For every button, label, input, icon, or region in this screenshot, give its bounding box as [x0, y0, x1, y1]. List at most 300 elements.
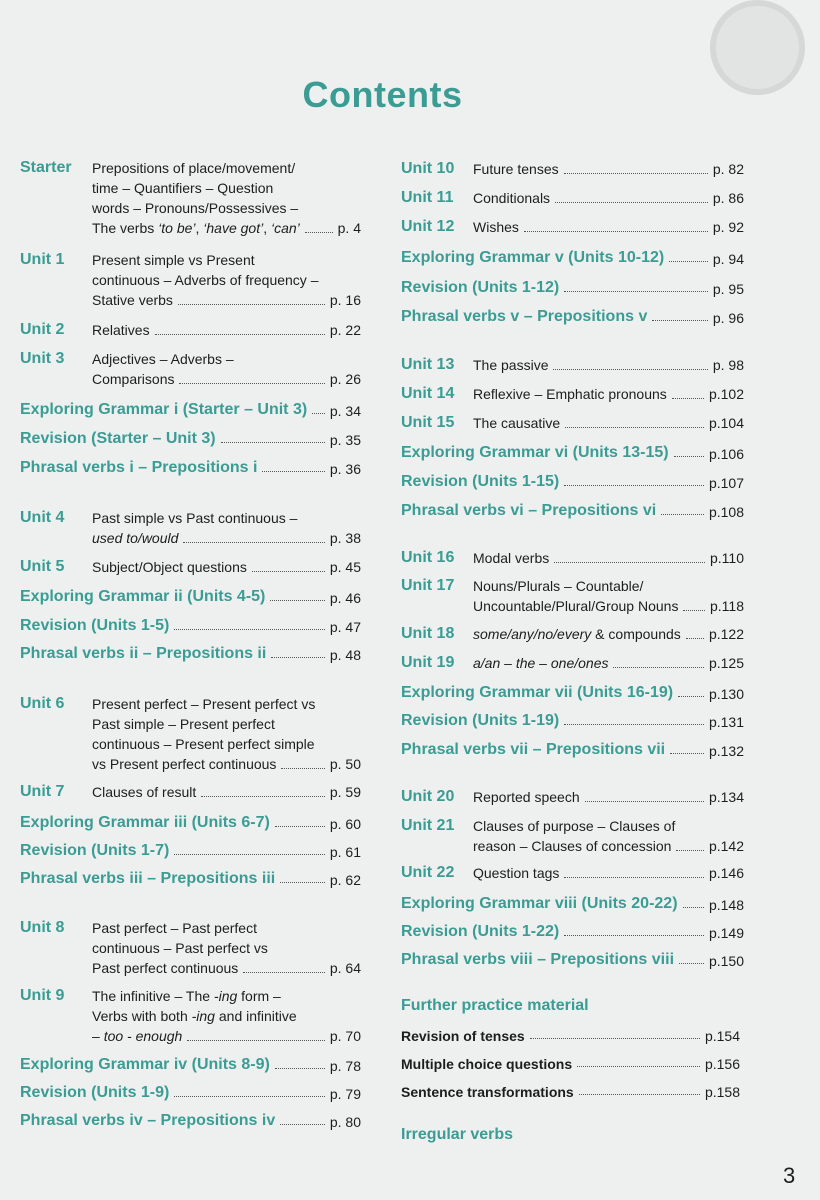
- dot-leader: [305, 232, 333, 233]
- toc-unit-entry: [401, 576, 744, 616]
- toc-section-entry: [20, 397, 361, 419]
- topic-text: continuous – Adverbs of frequency –: [92, 272, 319, 288]
- page-ref: p. 35: [329, 432, 361, 448]
- page-ref: p. 26: [329, 371, 361, 387]
- italic-term: a/an: [473, 655, 501, 671]
- italic-term: ‘to be’: [158, 220, 196, 236]
- dot-leader: [565, 427, 704, 428]
- unit-topics: [473, 787, 744, 807]
- topic-text: Verbs with both -ing and infinitive: [92, 1008, 297, 1024]
- topic-line: [92, 218, 361, 238]
- dot-leader: [661, 514, 704, 515]
- toc-section-entry: [20, 866, 361, 888]
- page-ref: p. 78: [329, 1058, 361, 1074]
- unit-label: Unit 1: [20, 251, 65, 268]
- page-ref: p.106: [708, 446, 744, 462]
- unit-topics: [92, 986, 361, 1046]
- toc-unit-entry: [401, 653, 744, 673]
- dot-leader: [174, 629, 325, 630]
- toc-unit-entry: [401, 188, 744, 208]
- dot-leader: [564, 935, 704, 936]
- page-ref: p. 70: [329, 1028, 361, 1044]
- section-title: Revision (Units 1-12): [401, 279, 560, 296]
- dot-leader: [564, 724, 704, 725]
- topic-text: Past perfect continuous: [92, 960, 239, 976]
- topic-line: [92, 369, 361, 389]
- topic-line: [92, 320, 361, 340]
- dot-leader: [679, 963, 704, 964]
- page-ref: p.146: [708, 865, 744, 881]
- toc-unit-entry: [401, 217, 744, 237]
- topic-line: [92, 694, 361, 714]
- item-title: Revision of tenses: [401, 1028, 525, 1044]
- unit-label: Unit 8: [20, 919, 65, 936]
- toc-section-entry: [20, 1052, 361, 1074]
- unit-label: Unit 19: [401, 654, 455, 671]
- unit-label: Unit 17: [401, 577, 455, 594]
- section-title: Phrasal verbs viii – Prepositions viii: [401, 951, 675, 968]
- section-title: Exploring Grammar vi (Units 13-15): [401, 444, 669, 461]
- topic-text: Question tags: [473, 865, 560, 881]
- page-ref: p.110: [710, 550, 744, 566]
- section-title: Revision (Starter – Unit 3): [20, 430, 216, 447]
- dot-leader: [280, 882, 325, 883]
- page-ref: p.158: [704, 1084, 740, 1100]
- topic-line: [92, 782, 361, 802]
- toc-section-entry: [20, 810, 361, 832]
- unit-topics: [92, 782, 361, 802]
- dot-leader: [564, 877, 704, 878]
- unit-topics: [473, 548, 744, 568]
- dot-leader: [678, 696, 704, 697]
- topic-text: reason – Clauses of concession: [473, 838, 672, 854]
- topic-text: Reported speech: [473, 789, 580, 805]
- item-title: Multiple choice questions: [401, 1056, 573, 1072]
- topic-line: [473, 863, 744, 883]
- unit-topics: [473, 624, 744, 644]
- unit-label: Unit 4: [20, 509, 65, 526]
- toc-unit-entry: [20, 918, 361, 978]
- unit-topics: [92, 694, 361, 774]
- page-ref: p. 86: [712, 190, 744, 206]
- unit-label: Unit 12: [401, 218, 455, 235]
- topic-text: Conditionals: [473, 190, 551, 206]
- topic-line: [473, 576, 744, 596]
- toc-section-entry: [20, 838, 361, 860]
- further-practice-item: [401, 1052, 740, 1072]
- topic-line: [92, 290, 361, 310]
- page-ref: p.102: [708, 386, 744, 402]
- toc-unit-entry: [401, 413, 744, 433]
- toc-section-entry: [401, 947, 744, 969]
- further-practice-heading: Further practice material: [401, 997, 589, 1014]
- toc-section-entry: [401, 304, 744, 326]
- page-ref: p. 46: [329, 590, 361, 606]
- unit-label: Unit 15: [401, 414, 455, 431]
- section-title: Exploring Grammar i (Starter – Unit 3): [20, 401, 308, 418]
- page-ref: p.149: [708, 925, 744, 941]
- topic-line: [473, 548, 744, 568]
- dot-leader: [564, 173, 708, 174]
- unit-label: Unit 21: [401, 817, 455, 834]
- dot-leader: [174, 854, 325, 855]
- topic-text: Reflexive – Emphatic pronouns: [473, 386, 667, 402]
- topic-line: [92, 734, 361, 754]
- dot-leader: [155, 334, 325, 335]
- toc-section-entry: [401, 498, 744, 520]
- topic-text: Wishes: [473, 219, 519, 235]
- dot-leader: [271, 657, 325, 658]
- dot-leader: [530, 1038, 700, 1039]
- topic-line: [92, 918, 361, 938]
- page-ref: p. 47: [329, 619, 361, 635]
- topic-line: [92, 1026, 361, 1046]
- topic-text: Adjectives – Adverbs –: [92, 351, 234, 367]
- toc-section-entry: [401, 245, 744, 267]
- dot-leader: [178, 304, 325, 305]
- topic-line: [473, 596, 744, 616]
- toc-unit-entry: [20, 508, 361, 548]
- section-title: Phrasal verbs ii – Prepositions ii: [20, 645, 267, 662]
- topic-text: time – Quantifiers – Question: [92, 180, 274, 196]
- page-ref: p. 38: [329, 530, 361, 546]
- unit-topics: [92, 320, 361, 340]
- page-ref: p. 36: [329, 461, 361, 477]
- topic-line: [473, 836, 744, 856]
- dot-leader: [183, 542, 324, 543]
- page-ref: p. 94: [712, 251, 744, 267]
- unit-label: Unit 14: [401, 385, 455, 402]
- section-title: Exploring Grammar v (Units 10-12): [401, 249, 665, 266]
- toc-unit-entry: [20, 694, 361, 774]
- topic-line: [92, 250, 361, 270]
- toc-unit-entry: [401, 816, 744, 856]
- unit-topics: [473, 816, 744, 856]
- dot-leader: [579, 1094, 700, 1095]
- dot-leader: [613, 667, 703, 668]
- page-ref: p. 59: [329, 784, 361, 800]
- topic-line: [92, 508, 361, 528]
- section-title: Exploring Grammar iii (Units 6-7): [20, 814, 270, 831]
- topic-line: [473, 188, 744, 208]
- section-title: Exploring Grammar vii (Units 16-19): [401, 684, 674, 701]
- toc-section-entry: [20, 426, 361, 448]
- page-ref: p.104: [708, 415, 744, 431]
- unit-label: Unit 11: [401, 189, 454, 206]
- topic-line: [473, 624, 744, 644]
- dot-leader: [555, 202, 708, 203]
- toc-unit-entry: [401, 355, 744, 375]
- italic-term: the: [515, 655, 536, 671]
- topic-line: [92, 1006, 361, 1026]
- topic-text: – too - enough: [92, 1028, 183, 1044]
- section-title: Exploring Grammar iv (Units 8-9): [20, 1056, 270, 1073]
- topic-line: [92, 557, 361, 577]
- dot-leader: [577, 1066, 700, 1067]
- toc-section-entry: [401, 469, 744, 491]
- section-title: Revision (Units 1-7): [20, 842, 170, 859]
- topic-text: Subject/Object questions: [92, 559, 247, 575]
- toc-section-entry: [20, 455, 361, 477]
- page-ref: p. 95: [712, 281, 744, 297]
- dot-leader: [221, 442, 325, 443]
- topic-text: Past perfect – Past perfect: [92, 920, 257, 936]
- dot-leader: [179, 383, 324, 384]
- topic-text: continuous – Past perfect vs: [92, 940, 268, 956]
- section-title: Phrasal verbs vi – Prepositions vi: [401, 502, 657, 519]
- topic-line: [473, 384, 744, 404]
- page-ref: p. 4: [337, 220, 361, 236]
- unit-topics: [92, 349, 361, 389]
- page-ref: p. 98: [712, 357, 744, 373]
- further-practice-item: [401, 1080, 740, 1100]
- irregular-verbs-heading: Irregular verbs: [401, 1126, 514, 1143]
- toc-section-entry: [20, 1080, 361, 1102]
- unit-label: Unit 13: [401, 356, 455, 373]
- toc-unit-entry: [20, 557, 361, 577]
- page-ref: p.150: [708, 953, 744, 969]
- topic-text: Past simple – Present perfect: [92, 716, 275, 732]
- topic-line: [473, 159, 744, 179]
- topic-text: The causative: [473, 415, 561, 431]
- toc-section-entry: [401, 737, 744, 759]
- section-title: Revision (Units 1-9): [20, 1084, 170, 1101]
- unit-label: Unit 22: [401, 864, 455, 881]
- toc-unit-entry: [20, 158, 361, 238]
- page-number: 3: [783, 1163, 796, 1188]
- dot-leader: [201, 796, 325, 797]
- unit-topics: [92, 158, 361, 238]
- page-ref: p.156: [704, 1056, 740, 1072]
- section-title: Revision (Units 1-19): [401, 712, 560, 729]
- toc-section-entry: [20, 613, 361, 635]
- topic-text: words – Pronouns/Possessives –: [92, 200, 299, 216]
- page-ref: p.134: [708, 789, 744, 805]
- unit-topics: [92, 250, 361, 310]
- unit-topics: [473, 413, 744, 433]
- dot-leader: [686, 638, 704, 639]
- topic-line: [473, 413, 744, 433]
- topic-text: Future tenses: [473, 161, 559, 177]
- unit-label: Unit 18: [401, 625, 455, 642]
- toc-unit-entry: [20, 250, 361, 310]
- unit-label: Unit 7: [20, 783, 65, 800]
- toc-unit-entry: [20, 320, 361, 340]
- topic-line: [92, 958, 361, 978]
- page-ref: p. 16: [329, 292, 361, 308]
- page-ref: p.118: [710, 598, 744, 614]
- toc-section-entry: [401, 680, 744, 702]
- dot-leader: [270, 600, 324, 601]
- dot-leader: [585, 801, 704, 802]
- topic-text: Nouns/Plurals – Countable/: [473, 578, 644, 594]
- dot-leader: [243, 972, 325, 973]
- toc-unit-entry: [401, 863, 744, 883]
- toc-unit-entry: [401, 787, 744, 807]
- dot-leader: [174, 1096, 325, 1097]
- topic-text: some/any/no/every & compounds: [473, 626, 681, 642]
- topic-text: Stative verbs: [92, 292, 173, 308]
- unit-topics: [473, 384, 744, 404]
- page-ref: p.154: [704, 1028, 740, 1044]
- toc-section-entry: [401, 440, 744, 462]
- toc-unit-entry: [20, 782, 361, 802]
- topic-text: Present perfect – Present perfect vs: [92, 696, 316, 712]
- italic-term: -ing: [213, 988, 238, 1004]
- page-ref: p. 61: [329, 844, 361, 860]
- section-title: Revision (Units 1-22): [401, 923, 560, 940]
- page-ref: p.122: [708, 626, 744, 642]
- unit-label: Unit 3: [20, 350, 65, 367]
- topic-line: [92, 938, 361, 958]
- dot-leader: [683, 610, 705, 611]
- topic-text: continuous – Present perfect simple: [92, 736, 315, 752]
- page-ref: p.108: [708, 504, 744, 520]
- section-title: Phrasal verbs v – Prepositions v: [401, 308, 648, 325]
- page-ref: p. 80: [329, 1114, 361, 1130]
- topic-text: Clauses of purpose – Clauses of: [473, 818, 676, 834]
- topic-text: Modal verbs: [473, 550, 550, 566]
- italic-term: some/any/no/every: [473, 626, 592, 642]
- topic-text: Uncountable/Plural/Group Nouns: [473, 598, 679, 614]
- unit-topics: [92, 918, 361, 978]
- toc-unit-entry: [401, 384, 744, 404]
- page-ref: p. 82: [712, 161, 744, 177]
- topic-line: [92, 528, 361, 548]
- page-ref: p. 48: [329, 647, 361, 663]
- dot-leader: [524, 231, 708, 232]
- topic-line: [473, 217, 744, 237]
- ghost-header-bleed: [300, 28, 740, 68]
- unit-topics: [473, 159, 744, 179]
- italic-term: ‘have got’: [203, 220, 264, 236]
- topic-line: [92, 754, 361, 774]
- dot-leader: [554, 562, 705, 563]
- topic-line: [92, 178, 361, 198]
- italic-term: one/ones: [550, 655, 609, 671]
- unit-topics: [473, 863, 744, 883]
- dot-leader: [674, 456, 704, 457]
- topic-text: The infinitive – The -ing form –: [92, 988, 281, 1004]
- unit-label: Starter: [20, 159, 72, 176]
- unit-topics: [473, 188, 744, 208]
- toc-section-entry: [20, 641, 361, 663]
- topic-line: [473, 816, 744, 836]
- dot-leader: [669, 261, 708, 262]
- dot-leader: [676, 850, 704, 851]
- topic-text: Present simple vs Present: [92, 252, 255, 268]
- section-title: Phrasal verbs iii – Prepositions iii: [20, 870, 276, 887]
- topic-text: The verbs ‘to be’, ‘have got’, ‘can’: [92, 220, 300, 236]
- italic-term: too - enough: [103, 1028, 183, 1044]
- dot-leader: [672, 398, 704, 399]
- italic-term: ‘can’: [271, 220, 300, 236]
- section-title: Phrasal verbs iv – Prepositions iv: [20, 1112, 276, 1129]
- topic-line: [92, 198, 361, 218]
- page-ref: p. 64: [329, 960, 361, 976]
- unit-label: Unit 6: [20, 695, 65, 712]
- topic-line: [473, 653, 744, 673]
- topic-line: [92, 270, 361, 290]
- topic-line: [92, 714, 361, 734]
- page-ref: p.130: [708, 686, 744, 702]
- page-ref: p. 60: [329, 816, 361, 832]
- toc-unit-entry: [401, 624, 744, 644]
- section-title: Phrasal verbs vii – Prepositions vii: [401, 741, 666, 758]
- page-ref: p.125: [708, 655, 744, 671]
- page-ref: p. 96: [712, 310, 744, 326]
- dot-leader: [652, 320, 708, 321]
- topic-text: vs Present perfect continuous: [92, 756, 277, 772]
- italic-term: used to/would: [92, 530, 179, 546]
- dot-leader: [683, 907, 704, 908]
- section-title: Phrasal verbs i – Prepositions i: [20, 459, 258, 476]
- section-title: Exploring Grammar viii (Units 20-22): [401, 895, 678, 912]
- italic-term: -ing: [191, 1008, 215, 1024]
- unit-label: Unit 10: [401, 160, 455, 177]
- toc-unit-entry: [401, 548, 744, 568]
- unit-label: Unit 16: [401, 549, 455, 566]
- page-ref: p. 92: [712, 219, 744, 235]
- topic-line: [92, 349, 361, 369]
- page-ref: p.132: [708, 743, 744, 759]
- section-title: Exploring Grammar ii (Units 4-5): [20, 588, 266, 605]
- toc-section-entry: [401, 919, 744, 941]
- dot-leader: [312, 413, 325, 414]
- dot-leader: [252, 571, 325, 572]
- toc-unit-entry: [401, 159, 744, 179]
- page-ref: p. 50: [329, 756, 361, 772]
- toc-section-entry: [401, 891, 744, 913]
- page-ref: p. 62: [329, 872, 361, 888]
- topic-text: [92, 528, 178, 548]
- topic-text: Clauses of result: [92, 784, 197, 800]
- topic-line: [92, 986, 361, 1006]
- page-ref: p. 79: [329, 1086, 361, 1102]
- unit-label: Unit 2: [20, 321, 65, 338]
- dot-leader: [281, 768, 324, 769]
- unit-label: Unit 9: [20, 987, 65, 1004]
- further-practice-item: [401, 1024, 740, 1044]
- topic-text: Prepositions of place/movement/: [92, 160, 296, 176]
- topic-text: Past simple vs Past continuous –: [92, 510, 298, 526]
- toc-section-entry: [401, 275, 744, 297]
- dot-leader: [564, 291, 708, 292]
- unit-label: Unit 5: [20, 558, 65, 575]
- dot-leader: [280, 1124, 325, 1125]
- unit-topics: [473, 653, 744, 673]
- dot-leader: [275, 1068, 325, 1069]
- unit-topics: [473, 355, 744, 375]
- unit-topics: [92, 557, 361, 577]
- toc-unit-entry: [20, 349, 361, 389]
- toc-unit-entry: [20, 986, 361, 1046]
- dot-leader: [564, 485, 704, 486]
- unit-topics: [473, 217, 744, 237]
- page-ref: p. 34: [329, 403, 361, 419]
- section-title: Revision (Units 1-15): [401, 473, 560, 490]
- page-title: Contents: [302, 74, 463, 115]
- dot-leader: [187, 1040, 325, 1041]
- page-ref: p.142: [708, 838, 744, 854]
- item-title: Sentence transformations: [401, 1084, 574, 1100]
- page-ref: p.131: [708, 714, 744, 730]
- unit-topics: [473, 576, 744, 616]
- toc-section-entry: [401, 708, 744, 730]
- toc-section-entry: [20, 1108, 361, 1130]
- topic-text: Comparisons: [92, 371, 175, 387]
- unit-label: Unit 20: [401, 788, 455, 805]
